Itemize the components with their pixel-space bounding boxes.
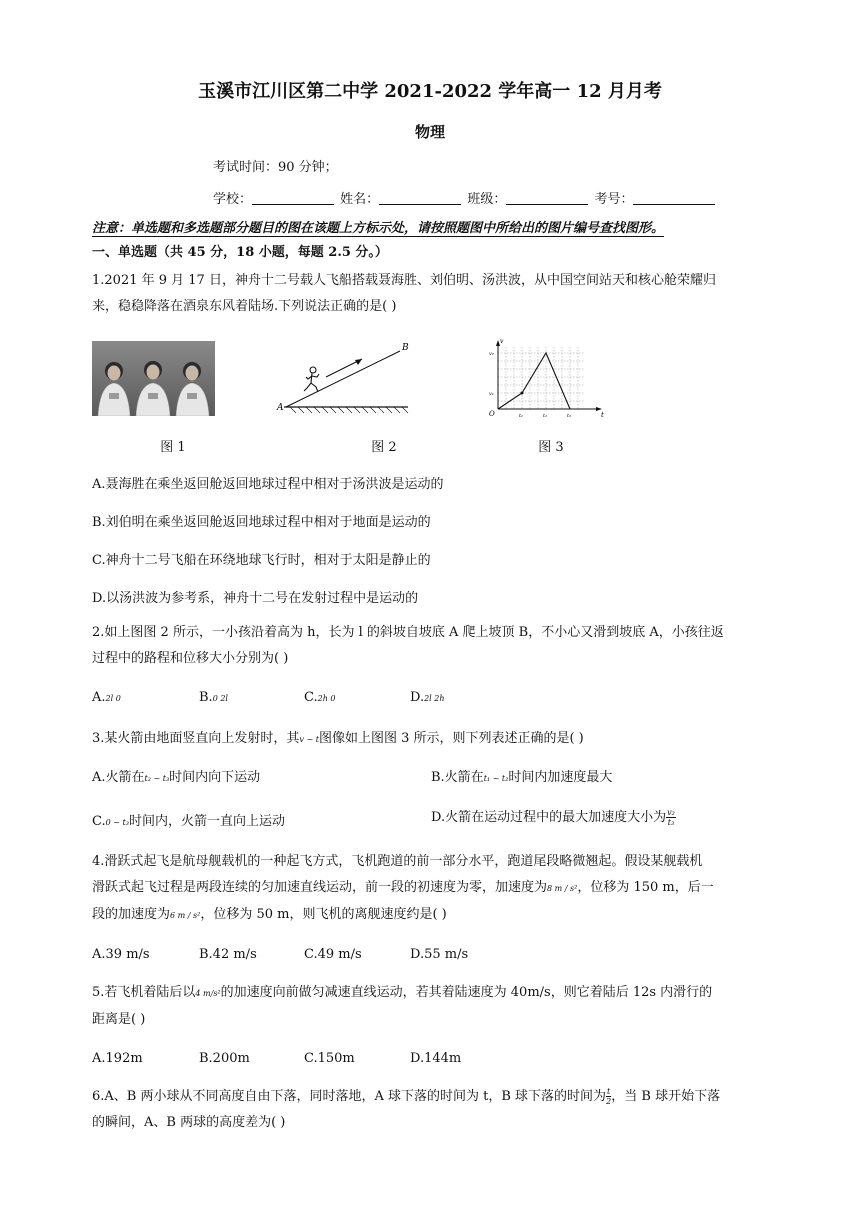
fig3-t2: t₂ <box>543 413 548 419</box>
question-1-option-d[interactable]: D.以汤洪波为参考系，神舟十二号在发射过程中是运动的 <box>92 591 419 606</box>
exam-time: 考试时间：90 分钟； <box>213 160 338 175</box>
fig3-v1: v₁ <box>489 391 494 397</box>
question-5-option-b[interactable]: B.200m <box>199 1051 250 1066</box>
question-3-option-c[interactable]: C.0 ~ t₃时间内，火箭一直向上运动 <box>92 814 285 829</box>
class-label: 班级： <box>467 192 507 207</box>
figure-2-caption: 图 2 <box>371 440 397 455</box>
question-2-stem: 2.如上图图 2 所示，一小孩沿着高为 h，长为 l 的斜坡自坡底 A 爬上坡顶 B，不小心又滑到坡底 A，小孩往返 过程中的路程和位移大小分别为( ) <box>92 625 724 666</box>
fig3-t3: t₃ <box>567 413 572 419</box>
school-blank[interactable] <box>252 192 334 205</box>
question-1-option-b[interactable]: B.刘伯明在乘坐返回舱返回地球过程中相对于地面是运动的 <box>92 515 431 530</box>
fig3-v2: v₂ <box>489 351 494 357</box>
question-3-option-d[interactable]: D.火箭在运动过程中的最大加速度大小为 $\frac{\text{v₂}}{\text{t₃}}$ <box>431 808 675 827</box>
fig3-t1: t₁ <box>519 413 524 419</box>
question-4-option-a[interactable]: A.39 m/s <box>92 947 150 962</box>
question-2-option-a[interactable]: A.2l 0 <box>92 690 121 705</box>
question-3-stem: 3.某火箭由地面竖直向上发射时，其v − t图像如上图图 3 所示，则下列表述正确的是( ) <box>92 731 584 746</box>
fig2-label-a: A <box>277 403 284 413</box>
question-2-option-d[interactable]: D.2l 2h <box>410 690 445 705</box>
question-5-option-c[interactable]: C.150m <box>304 1051 355 1066</box>
school-label: 学校： <box>213 192 253 207</box>
subject-title: 物理 <box>414 123 445 141</box>
number-blank[interactable] <box>633 192 715 205</box>
figure-2-slope <box>276 339 416 417</box>
figure-3-caption: 图 3 <box>538 440 564 455</box>
fig3-origin: O <box>489 410 495 418</box>
question-3-option-a[interactable]: A.火箭在t₂ ~ t₃时间内向下运动 <box>92 770 261 785</box>
section-heading: 一、单选题（共 45 分，18 小题，每题 2.5 分。） <box>92 245 388 260</box>
number-label: 考号： <box>594 192 634 207</box>
question-6-stem: 6.A、B 两小球从不同高度自由下落，同时落地，A 球下落的时间为 t，B 球下落的时间为 $\frac{t}{2}$ ，当 B 球开始下落 的瞬间，A、B 两球的高度差为( ) <box>92 1087 721 1130</box>
question-5-option-d[interactable]: D.144m <box>410 1051 462 1066</box>
class-blank[interactable] <box>506 192 588 205</box>
question-3-option-b[interactable]: B.火箭在t₁ ~ t₂时间内加速度最大 <box>431 770 613 785</box>
question-5-option-a[interactable]: A.192m <box>92 1051 143 1066</box>
fraction-v2-over-t3: $\frac{\text{v₂}}{\text{t₃}}$ <box>667 808 675 827</box>
question-4-option-d[interactable]: D.55 m/s <box>410 947 469 962</box>
question-1-option-c[interactable]: C.神舟十二号飞船在环绕地球飞行时，相对于太阳是静止的 <box>92 553 431 568</box>
name-blank[interactable] <box>379 192 461 205</box>
question-1-option-a[interactable]: A.聂海胜在乘坐返回舱返回地球过程中相对于汤洪波是运动的 <box>92 477 444 492</box>
fig3-axis-t: t <box>601 411 604 419</box>
question-2-option-b[interactable]: B.0 2l <box>199 690 228 705</box>
question-2-option-c[interactable]: C.2h 0 <box>304 690 336 705</box>
fig3-axis-v: v <box>500 338 504 345</box>
figure-1-caption: 图 1 <box>160 440 186 455</box>
exam-title: 玉溪市江川区第二中学 2021-2022 学年高一 12 月月考 <box>198 81 662 102</box>
fraction-t-over-2: $\frac{t}{2}$ <box>606 1087 612 1106</box>
question-1-stem: 1.2021 年 9 月 17 日，神舟十二号载人飞船搭载聂海胜、刘伯明、汤洪波，从中国空间站天和核心舱荣耀归 来，稳稳降落在酒泉东风着陆场.下列说法正确的是( ) <box>92 273 716 314</box>
figure-1-photo <box>92 341 215 416</box>
question-5-stem: 5.若飞机着陆后以4 m/s²的加速度向前做匀减速直线运动，若其着陆速度为 40m/s，则它着陆后 12s 内滑行的 距离是( ) <box>92 985 713 1027</box>
notice: 注意：单选题和多选题部分题目的图在该题上方标示处，请按照题图中所给出的图片编号查找图形。 <box>92 217 664 237</box>
figure-3-vt-graph <box>484 337 608 419</box>
fig2-label-b: B <box>402 343 409 353</box>
question-4-stem: 4.滑跃式起飞是航母舰载机的一种起飞方式，飞机跑道的前一部分水平，跑道尾段略微翘起。假设某舰载机 滑跃式起飞过程是两段连续的匀加速直线运动，前一段的初速度为零，加速度为8 m / s²，位移为 150 m，后一 段的加速度为6 m / s²，位移为 50 m，则飞机的离舰速度约是( ) <box>92 854 714 922</box>
question-4-option-c[interactable]: C.49 m/s <box>304 947 362 962</box>
question-4-option-b[interactable]: B.42 m/s <box>199 947 257 962</box>
student-info-row <box>213 188 717 207</box>
name-label: 姓名： <box>340 192 380 207</box>
